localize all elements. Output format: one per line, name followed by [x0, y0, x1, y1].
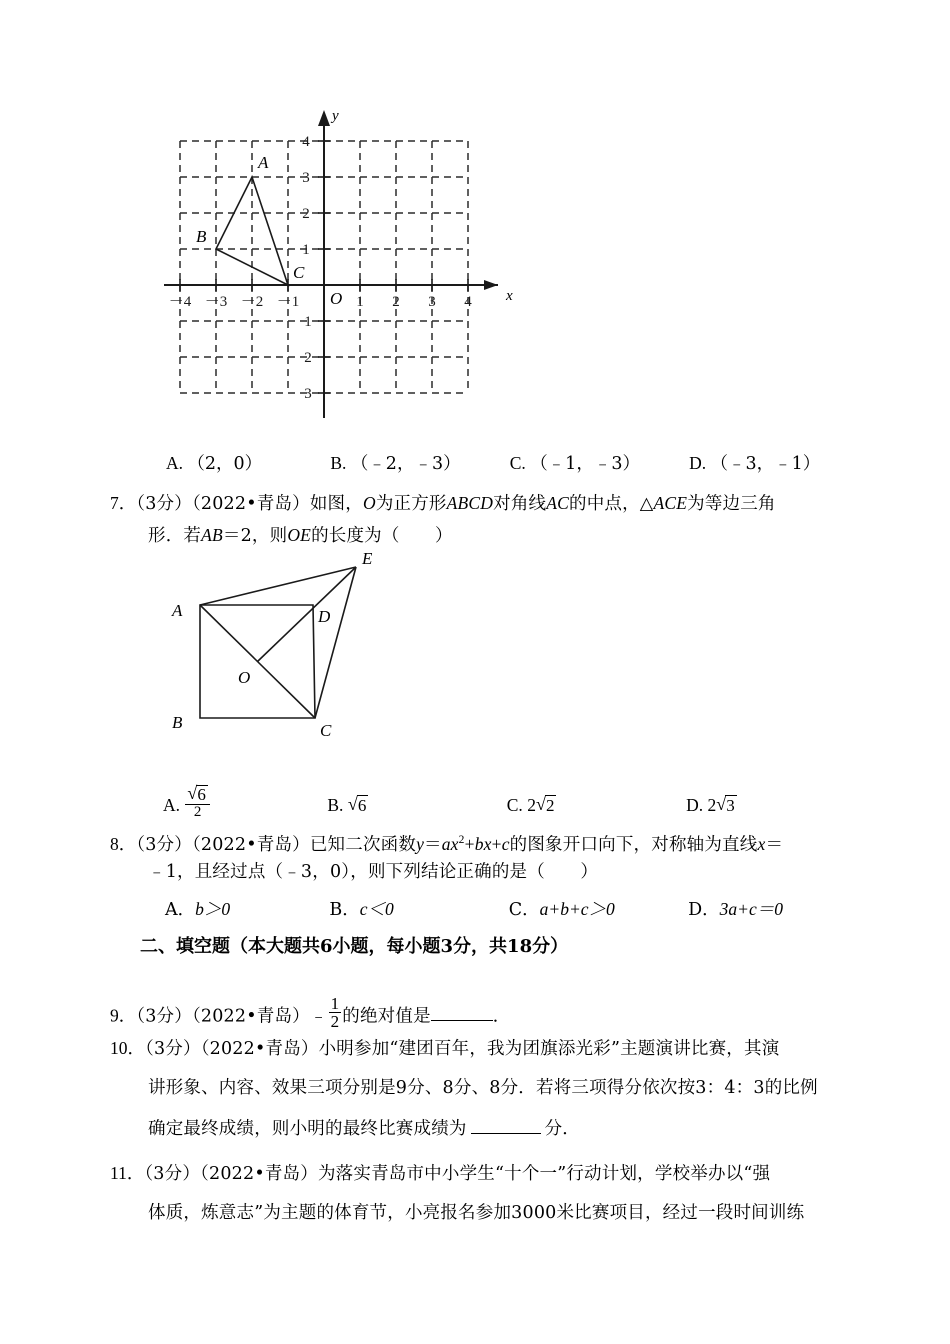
q8-choice-a-label: A．: [165, 900, 196, 920]
q7-square-triangle-figure: [150, 550, 430, 750]
q8-choice-d[interactable]: [688, 896, 783, 921]
q7-line-1: [110, 493, 776, 514]
q7-choice-c-coef: 2: [527, 795, 536, 816]
q8-line-2: ﹣1，且经过点（﹣3，0），则下列结论正确的是（ ）: [148, 862, 599, 882]
q10-line-3: [148, 1118, 580, 1139]
q6-choice-c-label: C.: [509, 453, 526, 473]
point-label-c: C: [293, 263, 305, 282]
q6-choices: [166, 450, 820, 475]
q10-number: 10．: [110, 1038, 145, 1058]
q7-choice-a-numerator: √ 6: [185, 785, 210, 805]
q10-text-3a: 确定最终成绩，则小明的最终比赛成绩为: [148, 1119, 467, 1139]
q7-svg: [150, 550, 430, 750]
q9-source: （2022•青岛）: [191, 1006, 310, 1027]
y-axis: [318, 110, 330, 418]
q7-text-2b: ＝2，则: [222, 526, 288, 546]
q6-choice-d-text: （﹣3，﹣1）: [710, 454, 821, 474]
q6-choice-a[interactable]: [166, 450, 326, 475]
q7-choice-d-radical: √ 3: [716, 795, 737, 816]
q8-choice-c-label: C．: [508, 900, 540, 920]
q11-text-1: 为落实青岛市中小学生“十个一”行动计划，学校举办以“强: [317, 1164, 771, 1184]
q7-text-1b: 为正方形: [375, 494, 447, 514]
svg-text:2: 2: [302, 206, 310, 222]
q10-marks: （3分）: [145, 1039, 201, 1059]
q7-var-o: O: [362, 493, 376, 513]
q7-text-1a: 如图，: [309, 494, 363, 514]
svg-text:－1: －1: [276, 294, 300, 310]
svg-text:4: 4: [302, 134, 310, 150]
point-label-b: B: [196, 227, 207, 246]
q6-choice-a-text: （2，0）: [187, 454, 263, 474]
q9-marks: （3分）: [136, 1006, 192, 1027]
q8-plus-2: +: [491, 833, 502, 854]
q7-choice-b-label: B.: [327, 795, 344, 816]
q9-answer-blank[interactable]: [431, 1005, 493, 1021]
q7-choice-a-label: A.: [163, 795, 181, 816]
q7-marks: （3分）: [136, 494, 192, 514]
q8-choice-c-text: a+b+c＞0: [539, 899, 615, 919]
q6-choice-b[interactable]: [330, 450, 505, 475]
q7-point-label-o: O: [238, 668, 251, 687]
q7-text-1c: 对角线: [493, 494, 547, 514]
q8-var-x: x: [757, 833, 766, 854]
q9-line: [110, 995, 510, 1031]
svg-text:3: 3: [304, 386, 312, 402]
q10-text-3b: 分．: [544, 1119, 581, 1139]
q7-choice-c-radical: √ 2: [536, 795, 557, 816]
origin-label: O: [330, 289, 343, 308]
q6-choice-c-text: （﹣1，﹣3）: [530, 454, 640, 474]
q6-choice-b-label: B.: [330, 453, 347, 473]
svg-text:－2: －2: [240, 294, 264, 310]
q7-choice-d-coef: 2: [707, 795, 717, 816]
q6-coordinate-grid-figure: [150, 100, 550, 430]
q7-var-ace: ACE: [653, 493, 688, 513]
svg-text:2: 2: [392, 294, 400, 310]
q8-choice-b-label: B．: [329, 900, 360, 920]
q6-choice-d-label: D.: [689, 453, 707, 473]
q6-choice-a-label: A.: [166, 453, 184, 473]
q7-var-ab: AB: [201, 525, 223, 545]
q8-choices: [165, 896, 783, 921]
q10-text-1: 小明参加“建团百年，我为团旗添光彩”主题演讲比赛，其演: [318, 1039, 780, 1059]
q8-var-y: y: [416, 833, 425, 854]
q8-line-1: [110, 830, 783, 855]
q7-choice-b-radical: √ 6: [348, 795, 369, 816]
q7-choices: [163, 785, 737, 821]
q7-choice-c-label: C.: [506, 795, 523, 816]
q11-line-2: 体质，炼意志”为主题的体育节，小亮报名参加3000米比赛项目，经过一段时间训练: [148, 1203, 805, 1223]
q7-point-label-e: E: [362, 549, 373, 568]
q9-minus-sign: ﹣: [309, 1006, 328, 1027]
q7-choice-d-label: D.: [686, 795, 704, 816]
q8-choice-a-text: b＞0: [195, 899, 231, 919]
q9-text-tail: 的绝对值是: [342, 1006, 431, 1027]
q7-choice-a-denominator: 2: [193, 804, 202, 821]
svg-text:3: 3: [428, 294, 436, 310]
q8-eq-2: ＝: [765, 833, 784, 854]
svg-text:2: 2: [304, 350, 312, 366]
q8-var-ax: ax: [441, 833, 459, 854]
svg-text:1: 1: [304, 314, 312, 330]
q6-choice-c[interactable]: [510, 450, 685, 475]
q7-text-2a: 形．若: [148, 526, 202, 546]
svg-text:3: 3: [302, 170, 310, 186]
q7-choice-a[interactable]: [163, 785, 323, 821]
q10-line-2: 讲形象、内容、效果三项分别是9分、8分、8分．若将三项得分依次按3：4：3的比例: [148, 1078, 818, 1098]
q7-text-1d: 的中点，△: [569, 494, 654, 514]
q7-shape-lines: [200, 567, 356, 718]
q9-fraction: [329, 995, 342, 1031]
y-axis-label: y: [332, 108, 339, 124]
q6-choice-d[interactable]: [689, 450, 820, 475]
svg-text:－4: －4: [168, 294, 192, 310]
q7-var-abcd: ABCD: [446, 493, 494, 513]
q6-choice-b-text: （﹣2，﹣3）: [350, 454, 461, 474]
x-axis-label: x: [506, 288, 513, 304]
q11-number: 11．: [110, 1163, 145, 1183]
svg-text:1: 1: [302, 242, 310, 258]
q9-number: 9．: [110, 1005, 137, 1026]
q9-fraction-denominator: 2: [330, 1012, 340, 1032]
q10-line-1: [110, 1038, 779, 1059]
q8-choice-c[interactable]: [509, 896, 684, 921]
q7-point-label-a: A: [172, 601, 183, 620]
svg-text:－3: －3: [204, 294, 228, 310]
q8-text-1a: 已知二次函数: [309, 834, 417, 855]
point-label-a: A: [258, 153, 269, 172]
q10-answer-blank[interactable]: [471, 1118, 541, 1134]
q8-text-1b: 的图象开口向下，对称轴为直线: [509, 834, 758, 855]
q8-plus-1: +: [464, 833, 475, 854]
q7-choice-b[interactable]: [327, 795, 502, 816]
section-2-header: 二、填空题（本大题共6小题，每小题3分，共18分）: [140, 936, 569, 957]
q7-var-oe: OE: [287, 525, 312, 545]
q9-period: ．: [492, 1006, 511, 1027]
q7-point-label-c: C: [320, 721, 332, 740]
q8-choice-a[interactable]: [165, 896, 325, 921]
q8-eq-1: ＝: [424, 833, 442, 854]
q7-text-1e: 为等边三角: [687, 494, 776, 514]
q10-source: （2022•青岛）: [200, 1039, 319, 1059]
x-tick-labels: [169, 294, 473, 310]
q7-line-2: [148, 525, 453, 546]
q11-source: （2022•青岛）: [200, 1164, 318, 1184]
q11-marks: （3分）: [144, 1164, 201, 1184]
q6-svg: [150, 100, 550, 430]
q8-marks: （3分）: [136, 834, 192, 855]
q7-text-2c: 的长度为（ ）: [311, 526, 453, 546]
q7-point-label-d: D: [318, 607, 331, 626]
q7-choice-a-fraction: [185, 785, 210, 821]
q9-fraction-numerator: 1: [330, 994, 340, 1013]
q7-var-ac: AC: [546, 493, 569, 513]
q8-source: （2022•青岛）: [191, 834, 310, 855]
q7-choice-c[interactable]: [507, 795, 682, 816]
q8-choice-d-label: D．: [688, 900, 720, 920]
q8-var-c: c: [501, 833, 510, 854]
q8-var-bx: bx: [474, 833, 492, 854]
q7-number: 7．: [110, 493, 137, 513]
svg-text:1: 1: [356, 294, 364, 310]
q11-line-1: [110, 1163, 770, 1184]
q8-choice-b[interactable]: [329, 896, 504, 921]
svg-text:4: 4: [464, 294, 472, 310]
q7-choice-d[interactable]: [686, 795, 737, 816]
q7-point-label-b: B: [172, 713, 183, 732]
q8-exponent: 2: [458, 834, 465, 846]
q8-choice-b-text: c＜0: [359, 899, 394, 919]
q7-source: （2022•青岛）: [191, 494, 310, 514]
q8-choice-d-text: 3a+c＝0: [719, 899, 783, 919]
q8-number: 8．: [110, 833, 137, 854]
